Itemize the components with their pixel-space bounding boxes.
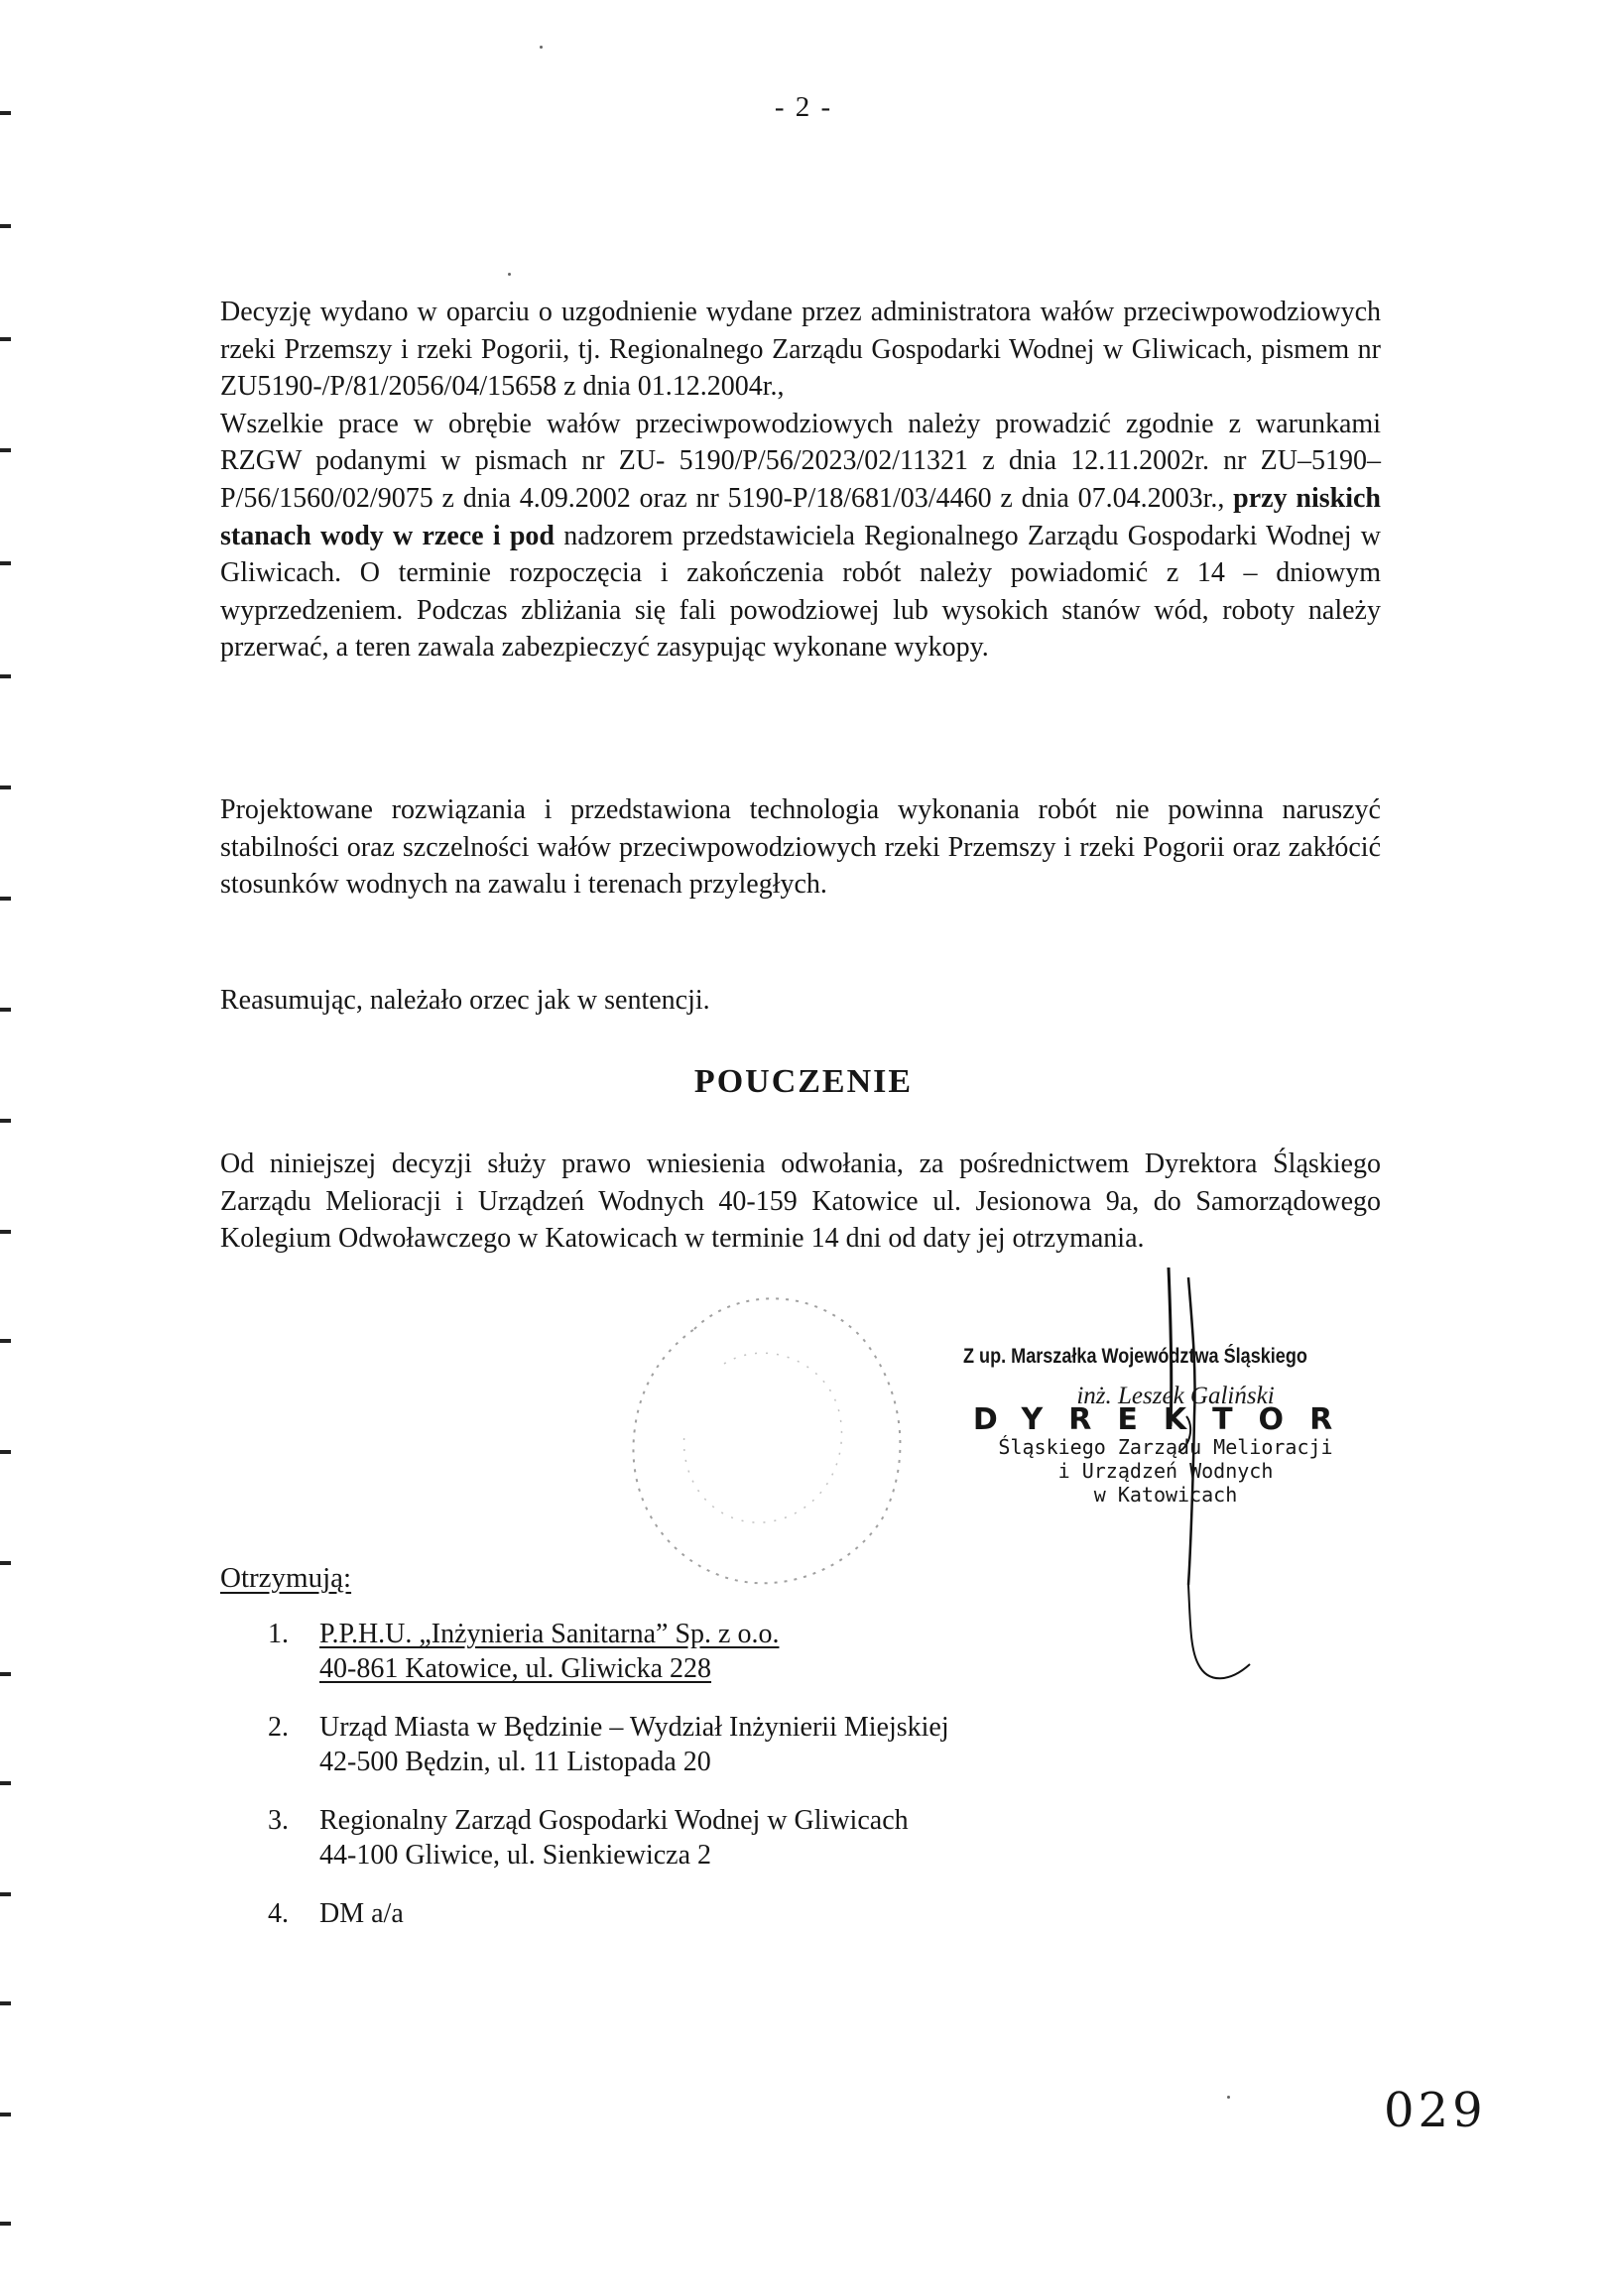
signatory-org-line2: i Urządzeń Wodnych — [1057, 1459, 1274, 1483]
signatory-org-line3: w Katowicach — [1093, 1483, 1238, 1507]
recipient-address: 40-861 Katowice, ul. Gliwicka 228 — [319, 1653, 712, 1684]
recipient-name: Urząd Miasta w Będzinie – Wydział Inżynierii Miejskiej — [319, 1712, 949, 1743]
recipient-number: 4. — [268, 1898, 289, 1929]
conditions-text-part1: Wszelkie prace w obrębie wałów przeciwpowodziowych należy prowadzić zgodnie z warunkami RZGW podanymi w pismach nr ZU- 5190/P/56/2023/02/11321 z dnia 12.11.2002r. nr ZU–5190–P/56/1560/02/9075 z dnia 4.09.2002 oraz nr 5190-P/18/681/03/4460 z dnia 07.04.2003r., — [220, 408, 1381, 514]
recipient-name: DM a/a — [319, 1898, 404, 1929]
list-item — [268, 1896, 1161, 1931]
signatory-title: DYREKTOR — [972, 1402, 1359, 1437]
archive-page-number: 029 — [1384, 2083, 1487, 2138]
recipient-address: 42-500 Będzin, ul. 11 Listopada 20 — [319, 1747, 711, 1777]
scan-speck — [540, 46, 543, 49]
section-heading-pouczenie: POUCZENIE — [693, 1063, 914, 1100]
paragraph-justification — [220, 294, 1381, 666]
recipient-address: 44-100 Gliwice, ul. Sienkiewicza 2 — [319, 1840, 712, 1871]
binder-margin-marks — [0, 0, 14, 2296]
page-number: - 2 - — [774, 91, 833, 123]
signatory-name: inż. Leszek Galiński — [1076, 1383, 1275, 1409]
recipients-list — [268, 1617, 1161, 1955]
list-item — [268, 1710, 1161, 1779]
list-item — [268, 1803, 1161, 1873]
paragraph-summary — [220, 982, 1381, 1020]
paragraph-decision-basis: Decyzję wydano w oparciu o uzgodnienie wydane przez administratora wałów przeciwpowodziowych rzeki Przemszy i rzeki Pogorii, tj. Regionalnego Zarządu Gospodarki Wodnej w Gliwicach, pismem nr ZU5190-/P/81/2056/04/15658 z dnia 01.12.2004r., — [220, 297, 1381, 403]
paragraph-work-conditions — [220, 406, 1381, 666]
paragraph-appeal-instruction — [220, 1146, 1381, 1258]
signature-header: Z up. Marszałka Województwa Śląskiego — [963, 1345, 1307, 1368]
list-item — [268, 1617, 1161, 1686]
conditions-text-part2: nadzorem przedstawiciela Regionalnego Zarządu Gospodarki Wodnej w Gliwicach. O terminie rozpoczęcia i zakończenia robót należy powiadomić z 14 – dniowym wyprzedzeniem. Podczas zbliżania się fali powodziowej lub wysokich stanów wód, roboty należy przerwać, a teren zawala zabezpieczyć zasypując wykonane wykopy. — [220, 520, 1381, 664]
recipients-title: Otrzymują: — [220, 1562, 352, 1594]
paragraph-appeal-text: Od niniejszej decyzji służy prawo wniesienia odwołania, za pośrednictwem Dyrektora Śląskiego Zarządu Melioracji i Urządzeń Wodnych 40-159 Katowice ul. Jesionowa 9a, do Samorządowego Kolegium Odwoławczego w Katowicach w terminie 14 dni od daty jej otrzymania. — [220, 1148, 1381, 1255]
scan-speck — [508, 273, 511, 276]
scan-speck — [1227, 2096, 1230, 2099]
recipient-number: 3. — [268, 1805, 289, 1836]
conditions-text-bold: przy niskich stanach wody w rzece i pod — [220, 482, 1381, 551]
recipient-name: P.P.H.U. „Inżynieria Sanitarna” Sp. z o.o. — [319, 1619, 780, 1649]
signature-block — [957, 1345, 1433, 1506]
round-stamp-faint — [585, 1269, 923, 1607]
paragraph-technology — [220, 791, 1381, 904]
recipient-number: 1. — [268, 1619, 289, 1649]
signatory-org-line1: Śląskiego Zarządu Melioracji — [998, 1435, 1333, 1459]
paragraph-technology-text: Projektowane rozwiązania i przedstawiona technologia wykonania robót nie powinna naruszyć stabilności oraz szczelności wałów przeciwpowodziowych rzeki Przemszy i rzeki Pogorii oraz zakłócić stosunków wodnych na zawalu i terenach przyległych. — [220, 794, 1381, 901]
paragraph-summary-text: Reasumując, należało orzec jak w sentencji. — [220, 985, 710, 1016]
recipient-number: 2. — [268, 1712, 289, 1743]
recipient-name: Regionalny Zarząd Gospodarki Wodnej w Gliwicach — [319, 1805, 909, 1836]
